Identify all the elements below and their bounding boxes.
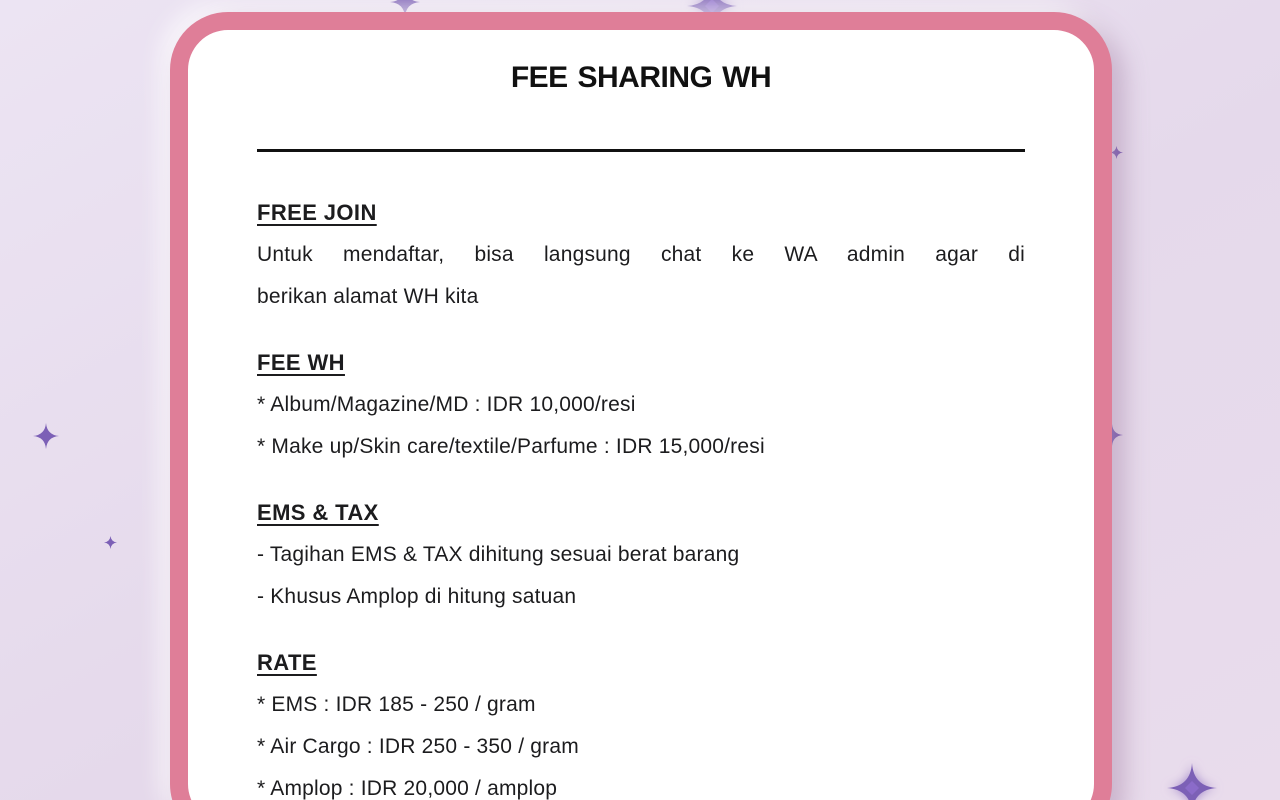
card-body — [257, 192, 1025, 800]
body-line: * Air Cargo : IDR 250 - 350 / gram — [257, 735, 579, 758]
section-heading-fee-wh: FEE WH — [257, 350, 345, 375]
body-line: berikan alamat WH kita — [257, 285, 479, 308]
sparkle-icon — [1167, 763, 1217, 800]
body-line: * EMS : IDR 185 - 250 / gram — [257, 693, 536, 716]
fee-sharing-card — [170, 12, 1112, 800]
body-line: * Album/Magazine/MD : IDR 10,000/resi — [257, 393, 636, 416]
page-title: FEE SHARING WH — [510, 61, 772, 94]
section-rate — [257, 642, 1025, 800]
title-divider — [257, 149, 1025, 152]
body-line: - Tagihan EMS & TAX dihitung sesuai berat barang — [257, 543, 740, 566]
body-line: * Amplop : IDR 20,000 / amplop — [257, 777, 558, 800]
body-line: - Khusus Amplop di hitung satuan — [257, 585, 577, 608]
body-line: * Make up/Skin care/textile/Parfume : IDR 15,000/resi — [257, 435, 765, 458]
section-free-join — [257, 192, 1025, 318]
body-line: Untuk mendaftar, bisa langsung chat ke WA admin agar di — [257, 243, 1025, 266]
section-heading-ems-tax: EMS & TAX — [257, 500, 379, 525]
section-heading-rate: RATE — [257, 650, 317, 675]
sparkle-icon — [33, 423, 59, 449]
section-ems-tax — [257, 492, 1025, 618]
section-fee-wh — [257, 342, 1025, 468]
section-heading-free-join: FREE JOIN — [257, 200, 377, 225]
sparkle-icon — [104, 536, 117, 549]
